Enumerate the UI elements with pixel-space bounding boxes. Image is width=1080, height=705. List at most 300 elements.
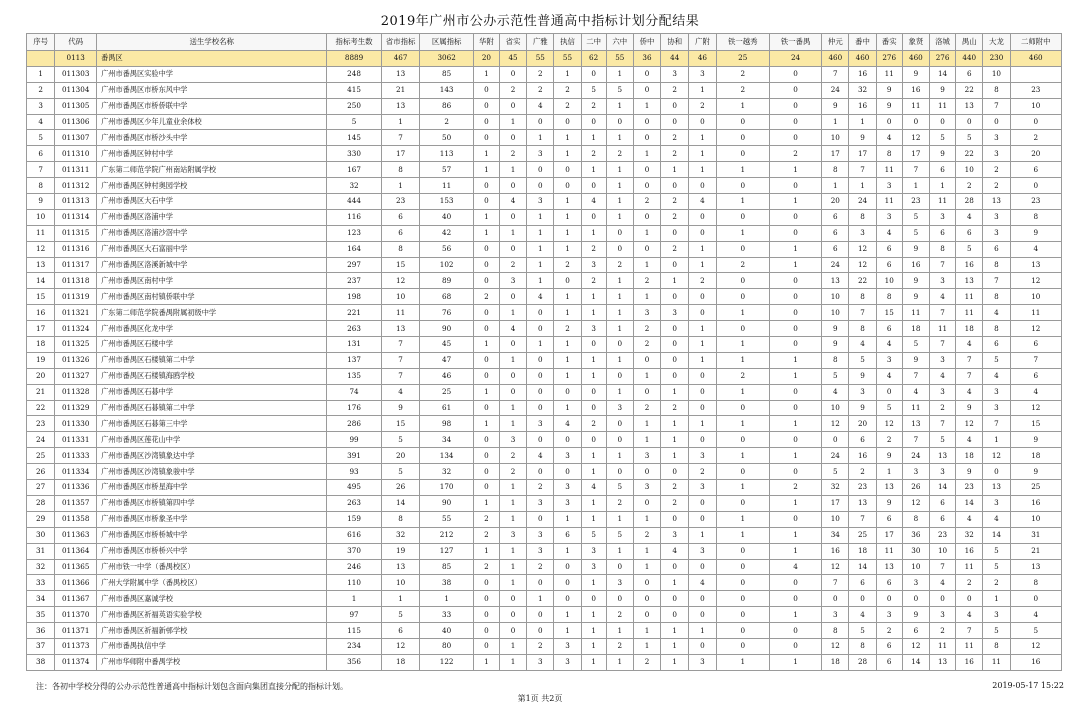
table-cell: 0 [633, 384, 660, 400]
table-cell: 6 [929, 495, 955, 511]
column-header: 协和 [661, 34, 689, 51]
table-cell: 0 [633, 66, 660, 82]
table-cell: 0 [661, 321, 689, 337]
table-cell: 1 [633, 98, 660, 114]
table-cell: 0 [769, 114, 821, 130]
table-cell: 3 [929, 352, 955, 368]
table-cell: 0 [527, 384, 554, 400]
table-cell: 2 [527, 480, 554, 496]
table-cell: 1 [499, 638, 526, 654]
table-cell: 15 [381, 416, 420, 432]
table-cell: 11 [27, 225, 55, 241]
table-row [27, 591, 1062, 607]
table-cell: 3 [554, 654, 581, 670]
table-cell: 1 [769, 352, 821, 368]
table-cell: 1 [689, 352, 716, 368]
table-cell: 7 [381, 337, 420, 353]
column-header: 侨中 [633, 34, 660, 51]
table-cell: 0 [769, 400, 821, 416]
table-cell: 3 [499, 432, 526, 448]
table-cell: 1 [554, 194, 581, 210]
table-cell: 6 [822, 241, 849, 257]
summary-cell: 460 [902, 51, 929, 67]
table-cell: 0 [716, 178, 769, 194]
table-cell: 1 [581, 305, 606, 321]
table-cell: 1 [554, 66, 581, 82]
table-cell: 8 [983, 257, 1010, 273]
table-cell: 0 [876, 384, 902, 400]
table-cell: 7 [902, 162, 929, 178]
table-cell: 34 [27, 591, 55, 607]
table-cell: 127 [420, 543, 473, 559]
table-cell: 8 [902, 511, 929, 527]
table-row [27, 654, 1062, 670]
table-cell: 0 [527, 400, 554, 416]
table-cell: 1 [581, 638, 606, 654]
school-name-cell: 广州市番禺区祈福新邨学校 [97, 623, 327, 639]
table-cell: 0 [633, 82, 660, 98]
table-cell: 13 [381, 66, 420, 82]
table-cell: 011313 [55, 194, 97, 210]
table-cell: 0 [473, 400, 499, 416]
table-row [27, 495, 1062, 511]
allocation-table [26, 33, 1062, 671]
table-cell: 7 [849, 162, 876, 178]
school-name-cell: 广州市番禺区市桥侨联中学 [97, 98, 327, 114]
table-cell: 12 [902, 638, 929, 654]
table-cell: 7 [902, 432, 929, 448]
table-cell: 1 [716, 416, 769, 432]
summary-cell: 3062 [420, 51, 473, 67]
table-cell: 7 [983, 273, 1010, 289]
table-cell: 6 [381, 623, 420, 639]
table-cell: 13 [1010, 559, 1061, 575]
table-cell: 4 [27, 114, 55, 130]
table-cell: 14 [27, 273, 55, 289]
table-cell: 11 [876, 162, 902, 178]
table-cell: 1 [689, 321, 716, 337]
table-cell: 2 [716, 257, 769, 273]
summary-cell: 276 [876, 51, 902, 67]
table-cell: 9 [876, 448, 902, 464]
table-cell: 24 [822, 448, 849, 464]
table-cell: 0 [769, 178, 821, 194]
table-cell: 80 [420, 638, 473, 654]
table-cell: 21 [27, 384, 55, 400]
table-cell: 1 [473, 146, 499, 162]
table-cell: 1 [716, 162, 769, 178]
table-cell: 7 [983, 98, 1010, 114]
school-name-cell: 广州市番禺区市桥镇第四中学 [97, 495, 327, 511]
table-cell: 5 [956, 130, 983, 146]
table-cell: 6 [876, 575, 902, 591]
table-cell: 1 [527, 591, 554, 607]
table-row [27, 543, 1062, 559]
table-cell: 0 [473, 82, 499, 98]
school-name-cell: 广州大学附属中学（番禺校区） [97, 575, 327, 591]
table-cell: 14 [956, 495, 983, 511]
table-cell: 0 [689, 384, 716, 400]
table-cell: 0 [473, 480, 499, 496]
table-cell: 2 [849, 464, 876, 480]
table-cell: 011307 [55, 130, 97, 146]
table-cell: 2 [606, 607, 633, 623]
table-cell: 11 [1010, 305, 1061, 321]
table-cell: 0 [527, 352, 554, 368]
table-cell: 2 [769, 480, 821, 496]
table-cell: 3 [633, 448, 660, 464]
table-cell: 18 [956, 321, 983, 337]
school-name-cell: 广州市番禺区钟村中学 [97, 146, 327, 162]
table-cell: 0 [499, 368, 526, 384]
table-cell: 1 [689, 146, 716, 162]
table-cell: 0 [661, 511, 689, 527]
table-cell: 1 [769, 607, 821, 623]
school-name-cell: 广州市番禺区洛溪新城中学 [97, 257, 327, 273]
table-cell: 1 [27, 66, 55, 82]
table-cell: 13 [381, 98, 420, 114]
table-cell: 1 [769, 162, 821, 178]
summary-cell: 460 [1010, 51, 1061, 67]
table-cell: 1 [689, 82, 716, 98]
table-cell: 9 [822, 321, 849, 337]
table-cell: 5 [983, 352, 1010, 368]
table-cell: 11 [929, 321, 955, 337]
column-header: 二师附中 [1010, 34, 1061, 51]
table-cell: 6 [929, 162, 955, 178]
table-cell: 0 [689, 289, 716, 305]
school-name-cell: 广州市番禺区大石中学 [97, 194, 327, 210]
table-cell: 0 [769, 225, 821, 241]
table-cell: 5 [929, 432, 955, 448]
school-name-cell: 广州市番禺区南村中学 [97, 273, 327, 289]
table-cell: 0 [606, 337, 633, 353]
table-cell: 3 [581, 543, 606, 559]
table-cell: 85 [420, 66, 473, 82]
table-cell: 263 [327, 495, 381, 511]
table-cell: 0 [473, 321, 499, 337]
table-cell: 1 [381, 178, 420, 194]
table-cell: 24 [849, 194, 876, 210]
table-cell: 0 [689, 591, 716, 607]
table-cell: 34 [822, 527, 849, 543]
table-cell: 2 [499, 82, 526, 98]
table-cell: 15 [27, 289, 55, 305]
table-cell: 1 [499, 511, 526, 527]
table-cell: 1 [473, 225, 499, 241]
table-cell: 1 [581, 368, 606, 384]
table-cell: 4 [769, 559, 821, 575]
table-cell: 0 [499, 591, 526, 607]
table-cell: 011312 [55, 178, 97, 194]
table-cell: 21 [381, 82, 420, 98]
table-cell: 28 [27, 495, 55, 511]
table-cell: 1 [689, 130, 716, 146]
table-cell: 1 [473, 209, 499, 225]
table-cell: 0 [849, 591, 876, 607]
table-cell: 7 [929, 337, 955, 353]
table-cell: 011314 [55, 209, 97, 225]
summary-cell: 番禺区 [97, 51, 327, 67]
table-cell: 1 [633, 146, 660, 162]
table-row [27, 511, 1062, 527]
table-cell: 0 [581, 66, 606, 82]
table-cell: 0 [769, 321, 821, 337]
table-cell: 5 [581, 527, 606, 543]
column-header: 华附 [473, 34, 499, 51]
table-cell: 0 [473, 130, 499, 146]
table-cell: 14 [381, 495, 420, 511]
table-cell: 1 [661, 575, 689, 591]
table-row [27, 623, 1062, 639]
table-cell: 0 [716, 289, 769, 305]
table-cell: 10 [983, 66, 1010, 82]
table-cell: 0 [499, 66, 526, 82]
table-cell: 10 [929, 543, 955, 559]
school-name-cell: 广东第二师范学院番禺附属初级中学 [97, 305, 327, 321]
table-cell: 115 [327, 623, 381, 639]
table-cell: 0 [473, 448, 499, 464]
table-cell: 495 [327, 480, 381, 496]
table-cell: 12 [1010, 400, 1061, 416]
table-cell: 1 [473, 337, 499, 353]
table-cell: 13 [849, 495, 876, 511]
table-cell: 2 [876, 623, 902, 639]
table-cell: 19 [381, 543, 420, 559]
table-cell: 4 [876, 337, 902, 353]
table-cell: 297 [327, 257, 381, 273]
table-cell: 0 [716, 464, 769, 480]
table-cell: 12 [876, 416, 902, 432]
summary-cell: 460 [849, 51, 876, 67]
table-cell: 12 [956, 416, 983, 432]
table-cell: 011373 [55, 638, 97, 654]
table-cell: 0 [554, 162, 581, 178]
table-cell: 4 [499, 321, 526, 337]
table-cell: 7 [929, 257, 955, 273]
table-cell: 8 [822, 162, 849, 178]
table-cell: 2 [716, 66, 769, 82]
table-cell: 011365 [55, 559, 97, 575]
table-cell: 0 [527, 464, 554, 480]
table-cell: 13 [983, 194, 1010, 210]
table-cell: 1 [689, 416, 716, 432]
table-cell: 12 [849, 241, 876, 257]
table-cell: 1 [554, 623, 581, 639]
table-cell: 011316 [55, 241, 97, 257]
table-cell: 7 [956, 368, 983, 384]
school-name-cell: 广州市番禺区化龙中学 [97, 321, 327, 337]
table-cell: 3 [983, 130, 1010, 146]
table-cell: 8 [983, 321, 1010, 337]
table-cell: 36 [902, 527, 929, 543]
table-cell: 248 [327, 66, 381, 82]
table-cell: 1 [876, 464, 902, 480]
table-cell: 0 [716, 400, 769, 416]
table-cell: 0 [499, 384, 526, 400]
table-cell: 0 [633, 575, 660, 591]
table-cell: 0 [499, 337, 526, 353]
table-cell: 0 [473, 368, 499, 384]
table-cell: 3 [983, 209, 1010, 225]
table-cell: 5 [929, 130, 955, 146]
table-cell: 5 [327, 114, 381, 130]
table-cell: 13 [822, 273, 849, 289]
table-cell: 90 [420, 495, 473, 511]
table-cell: 0 [716, 130, 769, 146]
table-cell: 6 [929, 225, 955, 241]
table-cell: 2 [1010, 130, 1061, 146]
table-cell: 1 [689, 162, 716, 178]
table-cell: 0 [606, 464, 633, 480]
table-cell: 0 [554, 559, 581, 575]
table-cell: 6 [902, 623, 929, 639]
table-cell: 4 [929, 575, 955, 591]
table-cell: 6 [554, 527, 581, 543]
table-cell: 3 [689, 480, 716, 496]
table-cell: 9 [381, 400, 420, 416]
table-row [27, 559, 1062, 575]
table-cell: 0 [689, 495, 716, 511]
table-cell: 23 [1010, 82, 1061, 98]
table-cell: 011318 [55, 273, 97, 289]
table-cell: 5 [849, 352, 876, 368]
table-cell: 11 [876, 543, 902, 559]
table-cell: 011325 [55, 337, 97, 353]
table-cell: 86 [420, 98, 473, 114]
table-cell: 3 [822, 607, 849, 623]
table-row [27, 114, 1062, 130]
summary-cell: 55 [554, 51, 581, 67]
table-cell: 1 [716, 352, 769, 368]
table-cell: 4 [876, 225, 902, 241]
table-cell: 1 [769, 527, 821, 543]
table-cell: 0 [633, 162, 660, 178]
table-cell: 3 [983, 384, 1010, 400]
table-cell: 0 [633, 209, 660, 225]
summary-cell: 8889 [327, 51, 381, 67]
table-cell: 0 [554, 575, 581, 591]
table-cell: 1 [716, 527, 769, 543]
table-cell: 0 [689, 178, 716, 194]
table-cell: 1 [661, 654, 689, 670]
table-cell: 0 [929, 591, 955, 607]
school-name-cell: 广州市番禺区嘉诚学校 [97, 591, 327, 607]
table-cell: 0 [1010, 178, 1061, 194]
table-cell: 23 [27, 416, 55, 432]
table-cell: 1 [929, 178, 955, 194]
table-cell: 1 [661, 638, 689, 654]
table-cell: 9 [822, 98, 849, 114]
table-cell: 1 [716, 98, 769, 114]
table-cell: 1 [606, 209, 633, 225]
school-name-cell: 广州市番禺区石碁中学 [97, 384, 327, 400]
table-cell: 0 [581, 432, 606, 448]
table-cell: 3 [983, 495, 1010, 511]
table-cell: 2 [581, 146, 606, 162]
table-row [27, 194, 1062, 210]
table-cell: 0 [689, 638, 716, 654]
table-cell: 11 [929, 194, 955, 210]
table-cell: 10 [876, 273, 902, 289]
table-cell: 0 [473, 114, 499, 130]
table-cell: 0 [661, 98, 689, 114]
table-cell: 1 [554, 400, 581, 416]
table-cell: 1 [581, 448, 606, 464]
table-cell: 10 [822, 511, 849, 527]
table-cell: 9 [876, 495, 902, 511]
table-cell: 26 [27, 464, 55, 480]
table-cell: 1 [849, 114, 876, 130]
summary-row [27, 51, 1062, 67]
table-cell: 5 [606, 82, 633, 98]
table-cell: 1 [554, 241, 581, 257]
column-header: 番中 [849, 34, 876, 51]
table-cell: 18 [1010, 448, 1061, 464]
table-cell: 1 [822, 178, 849, 194]
table-cell: 1 [554, 337, 581, 353]
table-cell: 42 [420, 225, 473, 241]
table-cell: 234 [327, 638, 381, 654]
table-cell: 011326 [55, 352, 97, 368]
table-cell: 616 [327, 527, 381, 543]
table-cell: 18 [822, 654, 849, 670]
table-cell: 1 [689, 257, 716, 273]
table-cell: 0 [689, 511, 716, 527]
table-cell: 5 [983, 623, 1010, 639]
column-header: 铁一越秀 [716, 34, 769, 51]
table-cell: 26 [902, 480, 929, 496]
table-cell: 6 [381, 225, 420, 241]
table-cell: 16 [849, 448, 876, 464]
table-cell: 89 [420, 273, 473, 289]
school-name-cell: 广州市番禺区洛浦沙滘中学 [97, 225, 327, 241]
table-cell: 17 [27, 321, 55, 337]
table-cell: 45 [420, 337, 473, 353]
table-cell: 4 [983, 305, 1010, 321]
table-cell: 85 [420, 559, 473, 575]
table-cell: 38 [420, 575, 473, 591]
table-cell: 25 [1010, 480, 1061, 496]
table-cell: 011366 [55, 575, 97, 591]
table-cell: 011305 [55, 98, 97, 114]
table-cell: 0 [769, 98, 821, 114]
summary-cell: 44 [661, 51, 689, 67]
table-cell: 0 [473, 352, 499, 368]
table-cell: 1 [822, 114, 849, 130]
school-name-cell: 广州市番禺区市桥东风中学 [97, 82, 327, 98]
table-cell: 1 [581, 607, 606, 623]
table-cell: 3 [527, 527, 554, 543]
table-cell: 1 [769, 368, 821, 384]
table-cell: 2 [473, 559, 499, 575]
table-cell: 22 [849, 273, 876, 289]
table-cell: 0 [689, 607, 716, 623]
table-cell: 7 [1010, 352, 1061, 368]
table-cell: 170 [420, 480, 473, 496]
table-cell: 5 [902, 209, 929, 225]
table-cell: 3 [876, 178, 902, 194]
table-cell: 0 [983, 464, 1010, 480]
table-cell: 0 [499, 241, 526, 257]
table-cell: 3 [661, 527, 689, 543]
table-cell: 1 [499, 305, 526, 321]
table-cell: 011358 [55, 511, 97, 527]
table-cell: 2 [606, 495, 633, 511]
table-cell: 2 [527, 638, 554, 654]
column-header: 仲元 [822, 34, 849, 51]
table-cell: 1 [527, 209, 554, 225]
